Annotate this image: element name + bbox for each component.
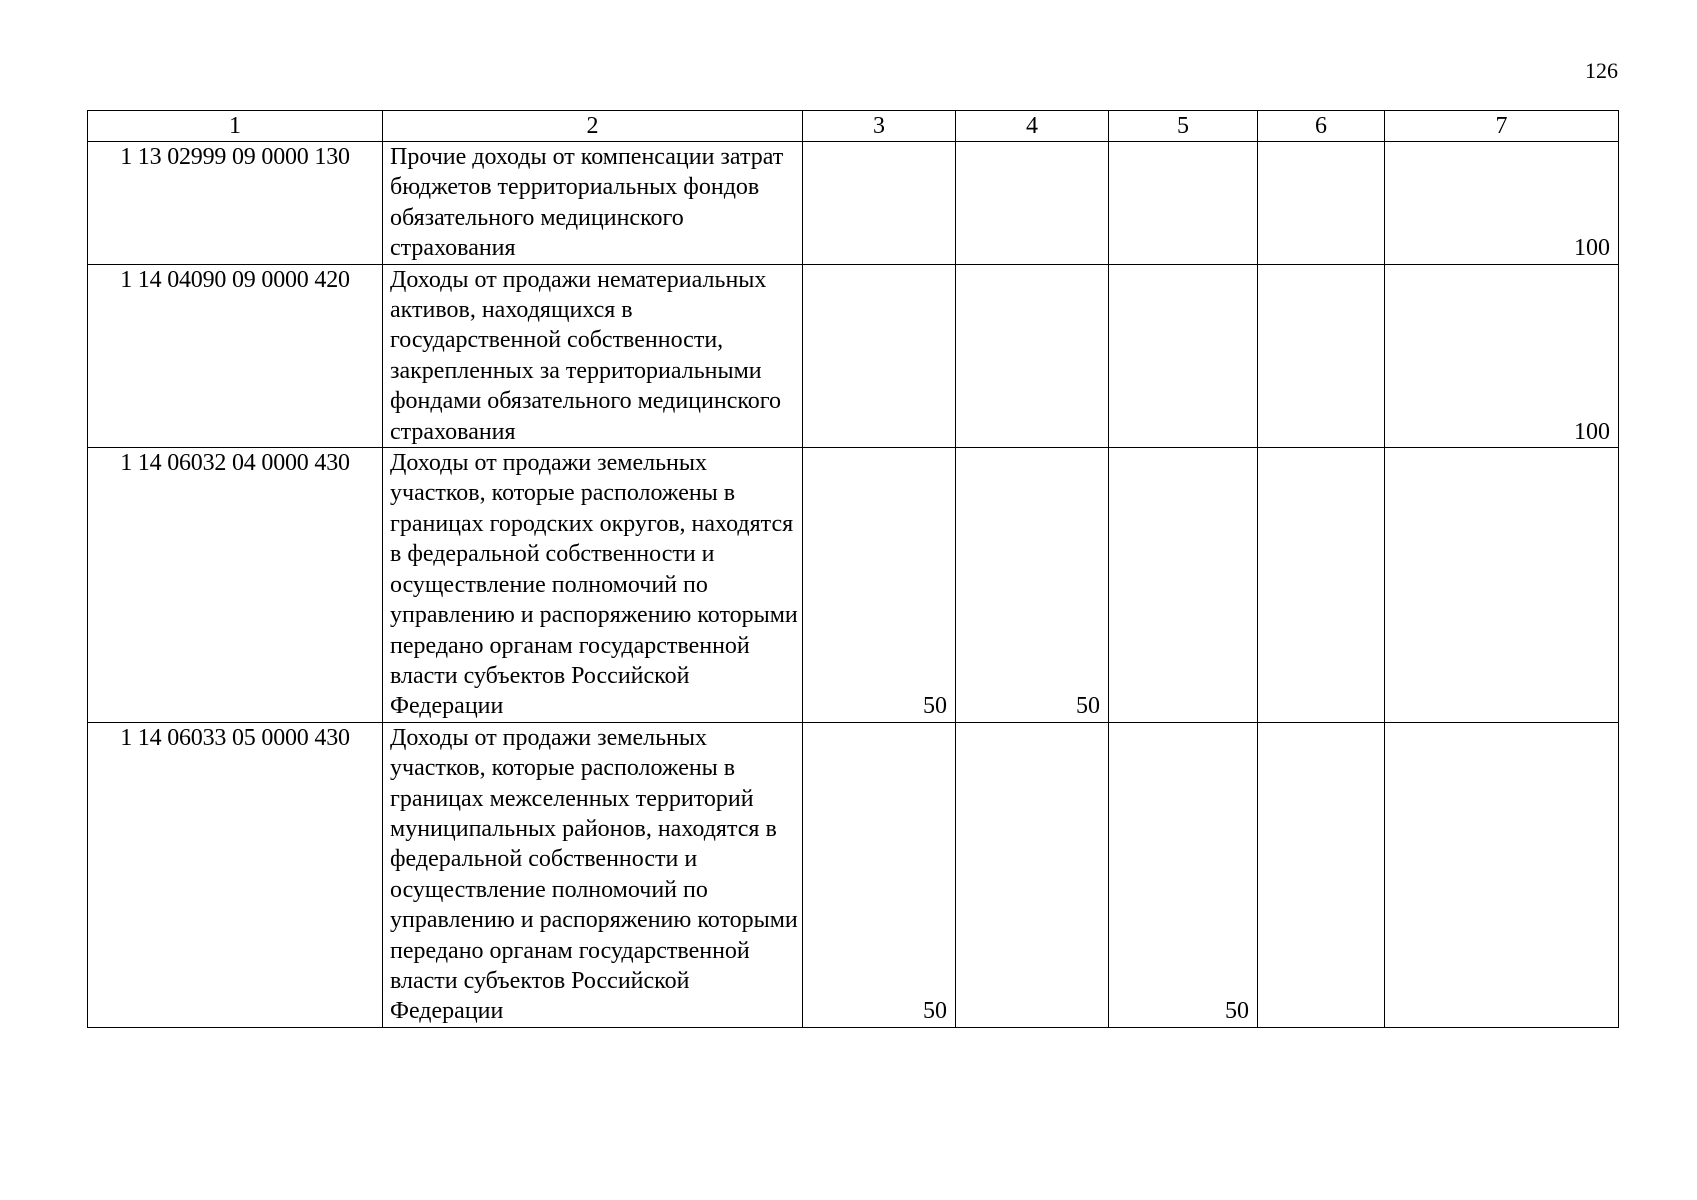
revenue-name: Доходы от продажи земельных участков, которые расположены в границах городских округов, находятся в федеральной собственности и осуществление полномочий по управлению и распоряжению которыми передано органам государственной власти субъектов Российской Федерации: [383, 448, 803, 723]
value-col-3: 50: [803, 722, 956, 1027]
value-col-7: 100: [1385, 142, 1619, 265]
value-col-4: [956, 722, 1109, 1027]
table-row: [88, 722, 1619, 1027]
revenue-name: Доходы от продажи земельных участков, которые расположены в границах межселенных территорий муниципальных районов, находятся в федеральной собственности и осуществление полномочий по управлению и распоряжению которыми передано органам государственной власти субъектов Российской Федерации: [383, 722, 803, 1027]
value-col-5: 50: [1109, 722, 1258, 1027]
revenue-table: [87, 110, 1619, 1028]
value-col-3: [803, 142, 956, 265]
header-row: [88, 111, 1619, 142]
value-col-7: 100: [1385, 264, 1619, 447]
header-col-4: 4: [956, 111, 1109, 142]
revenue-name: Доходы от продажи нематериальных активов, находящихся в государственной собственности, закрепленных за территориальными фондами обязательного медицинского страхования: [383, 264, 803, 447]
value-col-6: [1258, 142, 1385, 265]
table-row: [88, 142, 1619, 265]
value-col-3: 50: [803, 448, 956, 723]
value-col-6: [1258, 264, 1385, 447]
header-col-5: 5: [1109, 111, 1258, 142]
value-col-5: [1109, 142, 1258, 265]
value-col-7: [1385, 448, 1619, 723]
table-row: [88, 264, 1619, 447]
page-number: 126: [1585, 58, 1618, 83]
value-col-5: [1109, 448, 1258, 723]
header-col-6: 6: [1258, 111, 1385, 142]
header-col-2: 2: [383, 111, 803, 142]
value-col-4: 50: [956, 448, 1109, 723]
revenue-code: 1 13 02999 09 0000 130: [88, 142, 383, 265]
header-col-1: 1: [88, 111, 383, 142]
revenue-code: 1 14 06032 04 0000 430: [88, 448, 383, 723]
revenue-code: 1 14 06033 05 0000 430: [88, 722, 383, 1027]
table-row: [88, 448, 1619, 723]
header-col-7: 7: [1385, 111, 1619, 142]
value-col-6: [1258, 722, 1385, 1027]
value-col-4: [956, 264, 1109, 447]
value-col-3: [803, 264, 956, 447]
revenue-name: Прочие доходы от компенсации затрат бюджетов территориальных фондов обязательного медицинского страхования: [383, 142, 803, 265]
revenue-code: 1 14 04090 09 0000 420: [88, 264, 383, 447]
value-col-5: [1109, 264, 1258, 447]
header-col-3: 3: [803, 111, 956, 142]
value-col-4: [956, 142, 1109, 265]
value-col-7: [1385, 722, 1619, 1027]
value-col-6: [1258, 448, 1385, 723]
